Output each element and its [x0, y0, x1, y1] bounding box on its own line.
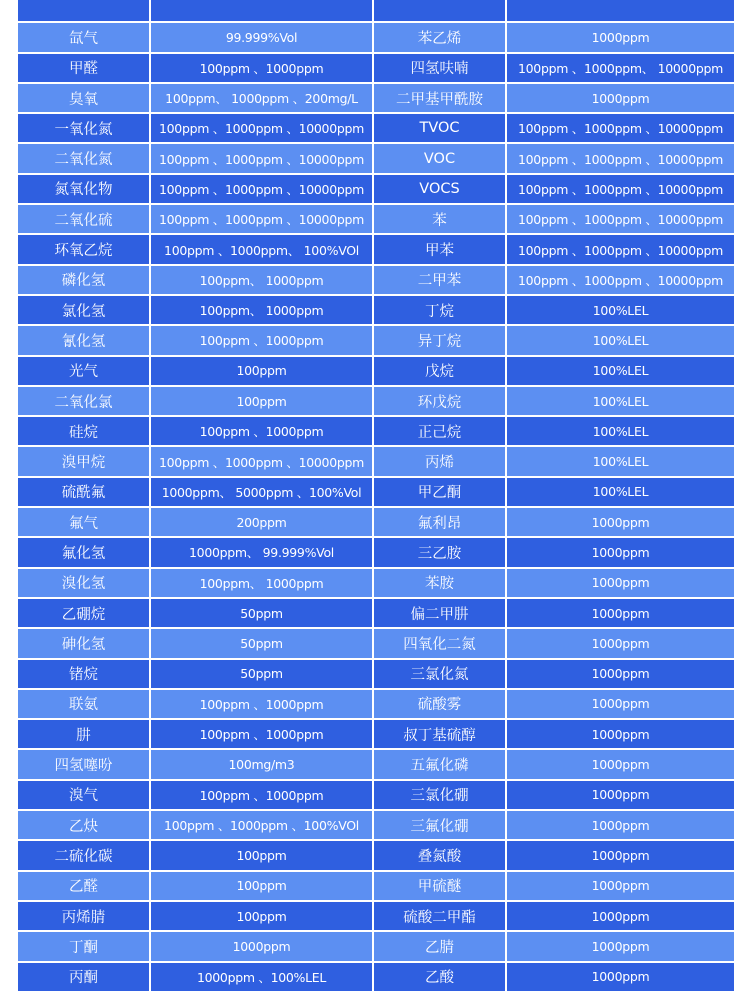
gas-name-left: 氟化氢	[18, 538, 149, 566]
gas-name-right: 丙烯	[374, 447, 505, 475]
table-row	[18, 478, 734, 506]
range-right: 100%LEL	[507, 478, 734, 506]
gas-name-right: TVOC	[374, 114, 505, 142]
table-row	[18, 932, 734, 960]
gas-name-left: 氰化氢	[18, 326, 149, 354]
gas-name-right: 二甲苯	[374, 266, 505, 294]
table-row	[18, 54, 734, 82]
table-row	[18, 569, 734, 597]
gas-name-left: 四氢噻吩	[18, 750, 149, 778]
range-right: 1000ppm	[507, 963, 734, 991]
range-left: 100ppm 、1000ppm、 100%VOl	[151, 235, 372, 263]
range-left: 100ppm	[151, 872, 372, 900]
gas-name-right: 苯	[374, 205, 505, 233]
gas-name-left: 乙醛	[18, 872, 149, 900]
gas-name-right: 甲乙酮	[374, 478, 505, 506]
table-row	[18, 0, 734, 21]
range-left: 100ppm、 1000ppm	[151, 296, 372, 324]
range-right: 1000ppm	[507, 538, 734, 566]
range-left: 1000ppm	[151, 932, 372, 960]
table-row	[18, 872, 734, 900]
gas-name-right: 丁烷	[374, 296, 505, 324]
gas-name-right	[374, 0, 505, 21]
table-row	[18, 114, 734, 142]
range-left: 50ppm	[151, 599, 372, 627]
gas-name-left: 氮氧化物	[18, 175, 149, 203]
gas-table-body	[18, 0, 734, 991]
range-left: 100ppm、 1000ppm 、200mg/L	[151, 84, 372, 112]
range-left: 100ppm 、1000ppm 、10000ppm	[151, 447, 372, 475]
range-left: 200ppm	[151, 508, 372, 536]
range-left: 1000ppm 、100%LEL	[151, 963, 372, 991]
gas-name-right: 甲苯	[374, 235, 505, 263]
table-row	[18, 750, 734, 778]
gas-range-table	[16, 0, 736, 993]
range-right: 1000ppm	[507, 599, 734, 627]
gas-name-left: 丁酮	[18, 932, 149, 960]
range-left: 100ppm 、1000ppm	[151, 781, 372, 809]
range-left: 100ppm 、1000ppm	[151, 690, 372, 718]
gas-name-left: 乙炔	[18, 811, 149, 839]
gas-name-right: 苯胺	[374, 569, 505, 597]
gas-name-right: 五氟化磷	[374, 750, 505, 778]
range-right: 1000ppm	[507, 660, 734, 688]
gas-name-right: 环戊烷	[374, 387, 505, 415]
gas-name-right: 三氟化硼	[374, 811, 505, 839]
gas-name-left: 甲醛	[18, 54, 149, 82]
table-row	[18, 266, 734, 294]
gas-name-left: 二硫化碳	[18, 841, 149, 869]
table-row	[18, 963, 734, 991]
gas-name-left: 二氧化氮	[18, 144, 149, 172]
table-row	[18, 447, 734, 475]
gas-name-right: VOC	[374, 144, 505, 172]
table-row	[18, 538, 734, 566]
range-right: 100%LEL	[507, 447, 734, 475]
table-row	[18, 387, 734, 415]
range-right: 100ppm 、1000ppm 、10000ppm	[507, 205, 734, 233]
table-row	[18, 781, 734, 809]
table-row	[18, 902, 734, 930]
range-left	[151, 0, 372, 21]
range-right: 100%LEL	[507, 357, 734, 385]
range-right: 1000ppm	[507, 84, 734, 112]
gas-name-left: 溴甲烷	[18, 447, 149, 475]
range-right: 1000ppm	[507, 872, 734, 900]
table-row	[18, 599, 734, 627]
range-left: 100ppm 、1000ppm	[151, 720, 372, 748]
table-row	[18, 296, 734, 324]
table-row	[18, 326, 734, 354]
range-left: 100ppm 、1000ppm	[151, 417, 372, 445]
gas-name-left: 光气	[18, 357, 149, 385]
range-right: 100ppm 、1000ppm 、10000ppm	[507, 144, 734, 172]
gas-name-right: VOCS	[374, 175, 505, 203]
range-left: 100ppm 、1000ppm 、10000ppm	[151, 175, 372, 203]
table-row	[18, 84, 734, 112]
range-right: 1000ppm	[507, 811, 734, 839]
gas-name-right: 异丁烷	[374, 326, 505, 354]
range-right: 100%LEL	[507, 417, 734, 445]
range-left: 50ppm	[151, 629, 372, 657]
table-row	[18, 144, 734, 172]
range-right: 100%LEL	[507, 296, 734, 324]
range-left: 100ppm 、1000ppm	[151, 54, 372, 82]
range-right: 1000ppm	[507, 720, 734, 748]
range-right: 100ppm 、1000ppm、 10000ppm	[507, 54, 734, 82]
table-row	[18, 508, 734, 536]
range-right: 1000ppm	[507, 750, 734, 778]
range-right: 100%LEL	[507, 387, 734, 415]
gas-name-right: 硫酸雾	[374, 690, 505, 718]
table-row	[18, 417, 734, 445]
range-left: 100ppm 、1000ppm 、100%VOl	[151, 811, 372, 839]
range-right: 1000ppm	[507, 629, 734, 657]
range-right	[507, 0, 734, 21]
gas-name-left: 溴气	[18, 781, 149, 809]
range-left: 100ppm	[151, 357, 372, 385]
table-row	[18, 720, 734, 748]
gas-name-left: 二氧化氯	[18, 387, 149, 415]
gas-name-left: 溴化氢	[18, 569, 149, 597]
gas-name-left: 丙烯腈	[18, 902, 149, 930]
gas-name-right: 叔丁基硫醇	[374, 720, 505, 748]
gas-name-right: 正己烷	[374, 417, 505, 445]
range-left: 1000ppm、 99.999%Vol	[151, 538, 372, 566]
gas-name-left: 磷化氢	[18, 266, 149, 294]
table-row	[18, 235, 734, 263]
range-left: 100ppm	[151, 387, 372, 415]
gas-name-left: 氯化氢	[18, 296, 149, 324]
range-right: 100ppm 、1000ppm 、10000ppm	[507, 114, 734, 142]
range-left: 100ppm 、1000ppm 、10000ppm	[151, 144, 372, 172]
range-right: 1000ppm	[507, 781, 734, 809]
gas-name-left: 砷化氢	[18, 629, 149, 657]
gas-name-right: 四氧化二氮	[374, 629, 505, 657]
gas-name-left: 二氧化硫	[18, 205, 149, 233]
gas-name-right: 四氢呋喃	[374, 54, 505, 82]
range-left: 100ppm	[151, 902, 372, 930]
gas-name-left: 一氧化氮	[18, 114, 149, 142]
range-left: 100ppm、 1000ppm	[151, 569, 372, 597]
table-row	[18, 690, 734, 718]
gas-name-right: 硫酸二甲酯	[374, 902, 505, 930]
range-left: 100ppm	[151, 841, 372, 869]
range-left: 100ppm 、1000ppm 、10000ppm	[151, 205, 372, 233]
gas-name-right: 甲硫醚	[374, 872, 505, 900]
range-left: 100ppm 、1000ppm	[151, 326, 372, 354]
table-row	[18, 811, 734, 839]
range-left: 100mg/m3	[151, 750, 372, 778]
gas-name-left: 氙气	[18, 23, 149, 51]
gas-name-left: 氟气	[18, 508, 149, 536]
gas-name-right: 苯乙烯	[374, 23, 505, 51]
gas-name-right: 叠氮酸	[374, 841, 505, 869]
gas-name-right: 三氯化氮	[374, 660, 505, 688]
gas-name-right: 乙酸	[374, 963, 505, 991]
table-row	[18, 357, 734, 385]
range-right: 1000ppm	[507, 508, 734, 536]
gas-name-left: 硅烷	[18, 417, 149, 445]
range-right: 1000ppm	[507, 841, 734, 869]
range-right: 1000ppm	[507, 902, 734, 930]
gas-name-right: 氟利昂	[374, 508, 505, 536]
table-row	[18, 175, 734, 203]
gas-name-right: 三乙胺	[374, 538, 505, 566]
gas-name-right: 三氯化硼	[374, 781, 505, 809]
gas-name-left: 硫酰氟	[18, 478, 149, 506]
gas-name-left: 肼	[18, 720, 149, 748]
gas-name-left: 丙酮	[18, 963, 149, 991]
table-row	[18, 841, 734, 869]
range-left: 99.999%Vol	[151, 23, 372, 51]
gas-name-right: 乙腈	[374, 932, 505, 960]
gas-name-right: 戊烷	[374, 357, 505, 385]
gas-name-left: 联氨	[18, 690, 149, 718]
range-left: 1000ppm、 5000ppm 、100%Vol	[151, 478, 372, 506]
gas-name-left: 臭氧	[18, 84, 149, 112]
range-left: 100ppm、 1000ppm	[151, 266, 372, 294]
range-right: 100ppm 、1000ppm 、10000ppm	[507, 235, 734, 263]
range-left: 100ppm 、1000ppm 、10000ppm	[151, 114, 372, 142]
table-row	[18, 660, 734, 688]
table-row	[18, 205, 734, 233]
gas-name-right: 偏二甲肼	[374, 599, 505, 627]
range-right: 100ppm 、1000ppm 、10000ppm	[507, 175, 734, 203]
gas-name-left	[18, 0, 149, 21]
table-row	[18, 23, 734, 51]
range-right: 1000ppm	[507, 23, 734, 51]
range-right: 100ppm 、1000ppm 、10000ppm	[507, 266, 734, 294]
range-right: 1000ppm	[507, 569, 734, 597]
gas-name-left: 环氧乙烷	[18, 235, 149, 263]
range-right: 100%LEL	[507, 326, 734, 354]
range-right: 1000ppm	[507, 690, 734, 718]
table-row	[18, 629, 734, 657]
range-right: 1000ppm	[507, 932, 734, 960]
gas-name-left: 锗烷	[18, 660, 149, 688]
gas-name-right: 二甲基甲酰胺	[374, 84, 505, 112]
range-left: 50ppm	[151, 660, 372, 688]
gas-name-left: 乙硼烷	[18, 599, 149, 627]
